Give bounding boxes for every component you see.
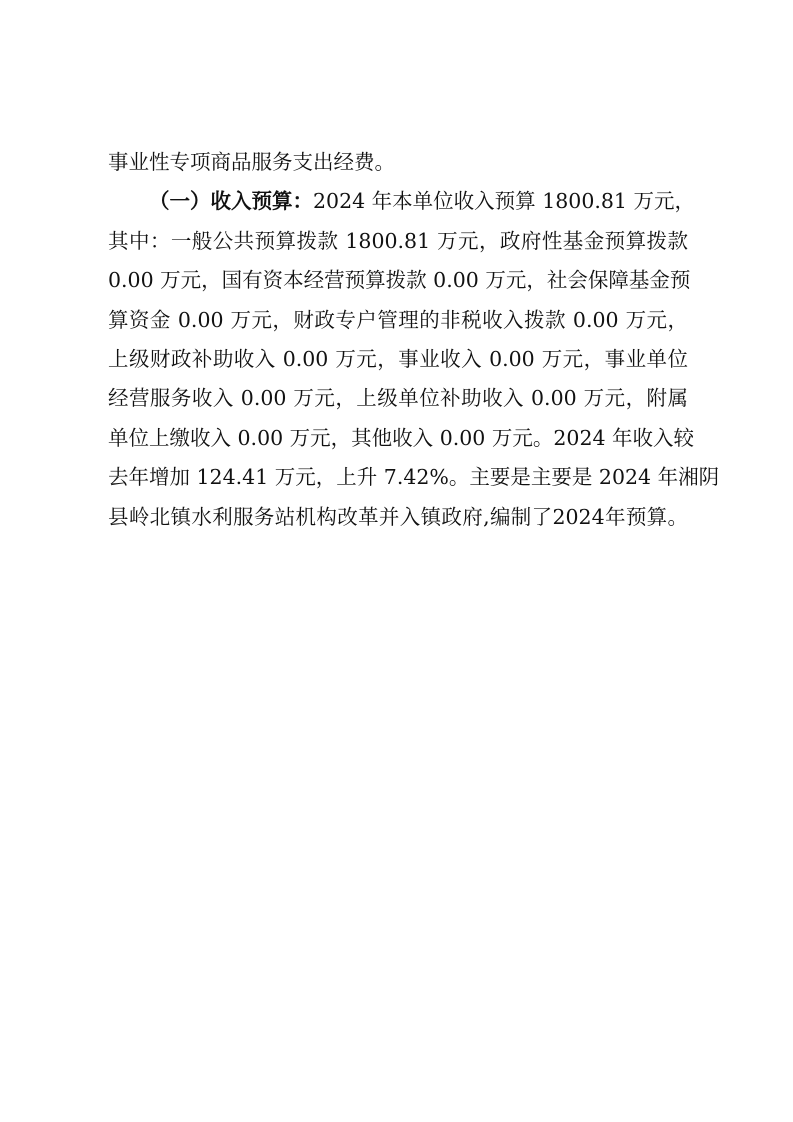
paragraph-line: 事业性专项商品服务支出经费。	[108, 150, 395, 174]
paragraph-line: 上级财政补助收入 0.00 万元，事业收入 0.00 万元，事业单位	[108, 346, 688, 371]
paragraph-line: 单位上缴收入 0.00 万元，其他收入 0.00 万元。2024 年收入较	[108, 425, 695, 450]
paragraph-line-text: 2024 年本单位收入预算 1800.81 万元，	[313, 189, 695, 214]
paragraph-line: 经营服务收入 0.00 万元，上级单位补助收入 0.00 万元，附属	[108, 386, 688, 411]
section-heading: （一）收入预算：	[149, 189, 313, 214]
paragraph-line	[108, 182, 695, 221]
paragraph-line: 0.00 万元，国有资本经营预算拨款 0.00 万元，社会保障基金预	[108, 268, 691, 293]
paragraph-line: 其中：一般公共预算拨款 1800.81 万元，政府性基金预算拨款	[108, 228, 688, 253]
paragraph-line: 去年增加 124.41 万元，上升 7.42%。主要是主要是 2024 年湘阴	[108, 465, 720, 490]
paragraph-line: 算资金 0.00 万元，财政专户管理的非税收入拨款 0.00 万元，	[108, 307, 688, 332]
paragraph-line: 县岭北镇水利服务站机构改革并入镇政府,编制了2024年预算。	[108, 504, 688, 529]
document-body	[108, 143, 720, 537]
